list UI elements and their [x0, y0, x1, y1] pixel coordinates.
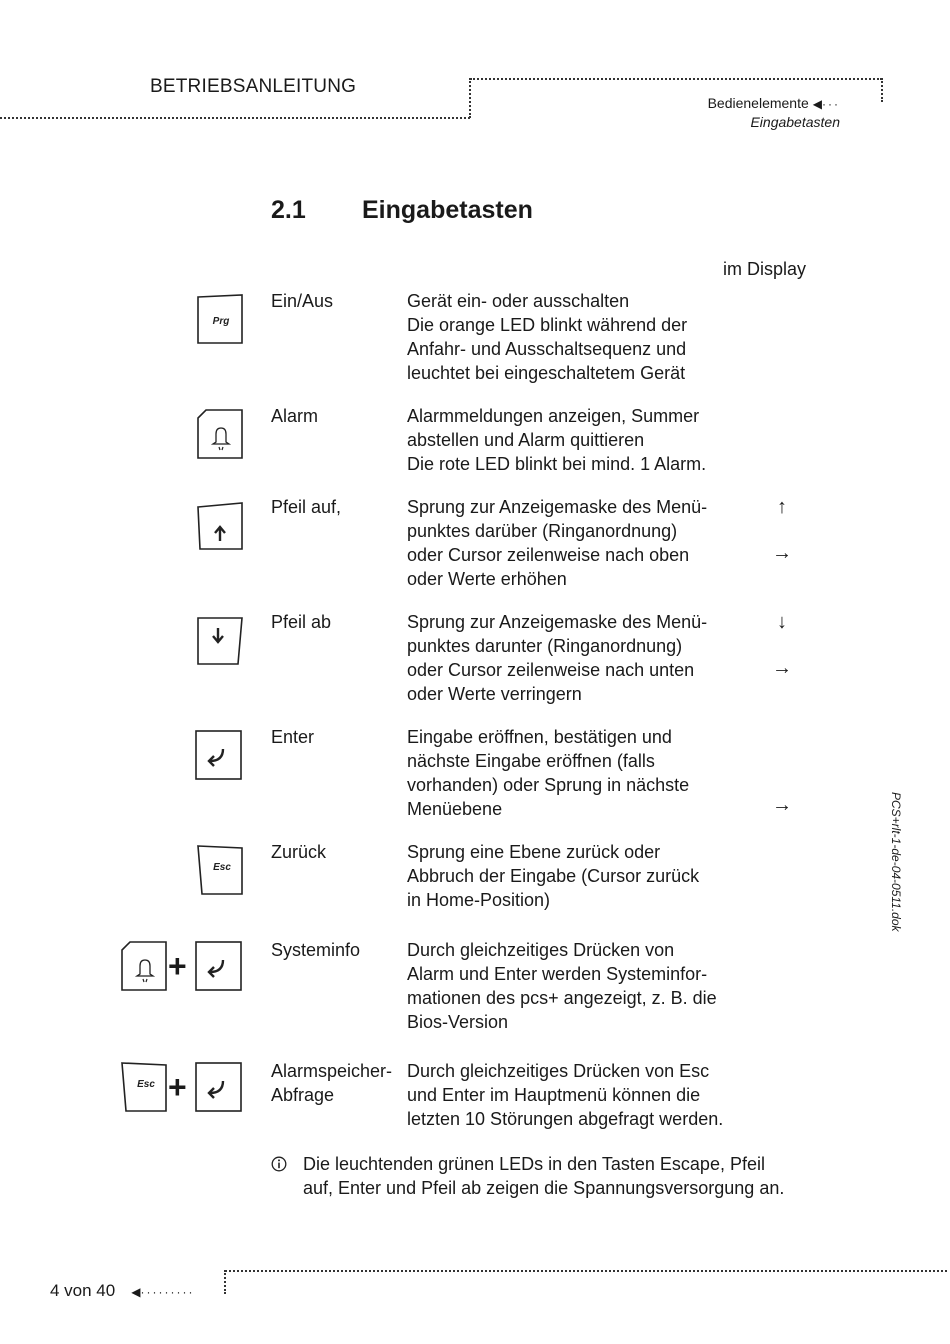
prg-key-icon: [196, 293, 244, 345]
note-line: auf, Enter und Pfeil ab zeigen die Spannungsversorgung an.: [303, 1178, 785, 1198]
enter-key-icon: [194, 940, 244, 994]
display-symbol-right-icon: →: [772, 657, 792, 679]
arrowhead-left-icon: ◀: [131, 1285, 141, 1299]
enter-key-icon: [194, 729, 244, 781]
footer-rule-divider: [224, 1270, 226, 1294]
key-label-arrow-down: Pfeil ab: [271, 612, 332, 632]
key-description-enter: Eingabe eröffnen, bestätigen und nächste Eingabe eröffnen (falls vorhanden) oder Sprung in nächste Menüebene: [407, 727, 690, 819]
info-note: [271, 1152, 831, 1202]
key-label-zurueck: Zurück: [271, 842, 327, 862]
arrow-up-key-icon: [196, 499, 244, 551]
display-symbol-down-icon: ↓: [777, 611, 787, 633]
esc-key-icon: [196, 844, 244, 896]
page-number: 4 von 40 ◀·········: [50, 1281, 195, 1300]
header-rule-divider: [469, 78, 471, 118]
section-title: Eingabetasten: [362, 196, 533, 224]
footer-rule-top: [225, 1270, 947, 1272]
header-rule-top: [470, 78, 882, 80]
document-file-label: PCS+rlt-1-de-04-0511.dok: [889, 792, 903, 932]
key-description-ein-aus: Gerät ein- oder ausschalten Die orange LED blinkt während der Anfahr- und Ausschaltsequenz und leuchtet bei eingeschaltetem Gerät: [407, 291, 688, 383]
display-symbol-up-icon: ↑: [777, 496, 787, 518]
alarm-bell-key-icon: [120, 940, 168, 994]
key-description-systeminfo: Durch gleichzeitiges Drücken von Alarm und Enter werden Systeminfor- mationen des pcs+ angezeigt, z. B. die Bios-Version: [407, 940, 717, 1032]
display-column-header: im Display: [723, 259, 807, 279]
header-rule-left: [0, 117, 470, 119]
key-description-arrow-up: Sprung zur Anzeigemaske des Menü- punktes darüber (Ringanordnung) oder Cursor zeilenweise nach oben oder Werte erhöhen: [407, 497, 708, 589]
key-description-alarm: Alarmmeldungen anzeigen, Summer abstellen und Alarm quittieren Die rote LED blinkt bei mind. 1 Alarm.: [407, 406, 707, 474]
key-description-zurueck: Sprung eine Ebene zurück oder Abbruch der Eingabe (Cursor zurück in Home-Position): [407, 842, 700, 910]
esc-key-icon: [120, 1061, 168, 1115]
note-line: Die leuchtenden grünen LEDs in den Tasten Escape, Pfeil: [303, 1154, 765, 1174]
key-label-alarm: Alarm: [271, 406, 319, 426]
esc-key-text: Esc: [213, 862, 231, 873]
display-symbol-right-icon: →: [772, 794, 792, 816]
info-icon: [271, 1156, 287, 1172]
plus-icon: +: [168, 948, 187, 984]
enter-key-icon: [194, 1061, 244, 1115]
key-label-ein-aus: Ein/Aus: [271, 291, 334, 311]
key-description-arrow-down: Sprung zur Anzeigemaske des Menü- punktes darunter (Ringanordnung) oder Cursor zeilenweise nach unten oder Werte verringern: [407, 612, 708, 704]
plus-icon: +: [168, 1069, 187, 1105]
display-symbol-right-icon: →: [772, 542, 792, 564]
document-type: BETRIEBSANLEITUNG: [150, 76, 357, 97]
header-rule-right: [881, 78, 883, 102]
key-label-arrow-up: Pfeil auf,: [271, 497, 342, 517]
alarm-bell-key-icon: [196, 408, 244, 460]
esc-key-text: Esc: [137, 1079, 155, 1090]
prg-key-text: Prg: [212, 316, 230, 327]
arrowhead-left-icon: ◀: [812, 97, 822, 111]
key-label-enter: Enter: [271, 727, 315, 747]
chapter-title: Bedienelemente: [707, 95, 809, 111]
key-description-alarmspeicher: Durch gleichzeitiges Drücken von Esc und Enter im Hauptmenü können die letzten 10 Störungen abgefragt werden.: [407, 1061, 724, 1129]
key-label-alarmspeicher: Alarmspeicher- Abfrage: [271, 1061, 393, 1105]
header-breadcrumb: Bedienelemente ◀··· Eingabetasten: [707, 95, 840, 130]
key-label-systeminfo: Systeminfo: [271, 940, 361, 960]
section-number: 2.1: [271, 196, 306, 224]
section-subtitle: Eingabetasten: [750, 114, 840, 130]
arrow-down-key-icon: [196, 614, 244, 666]
